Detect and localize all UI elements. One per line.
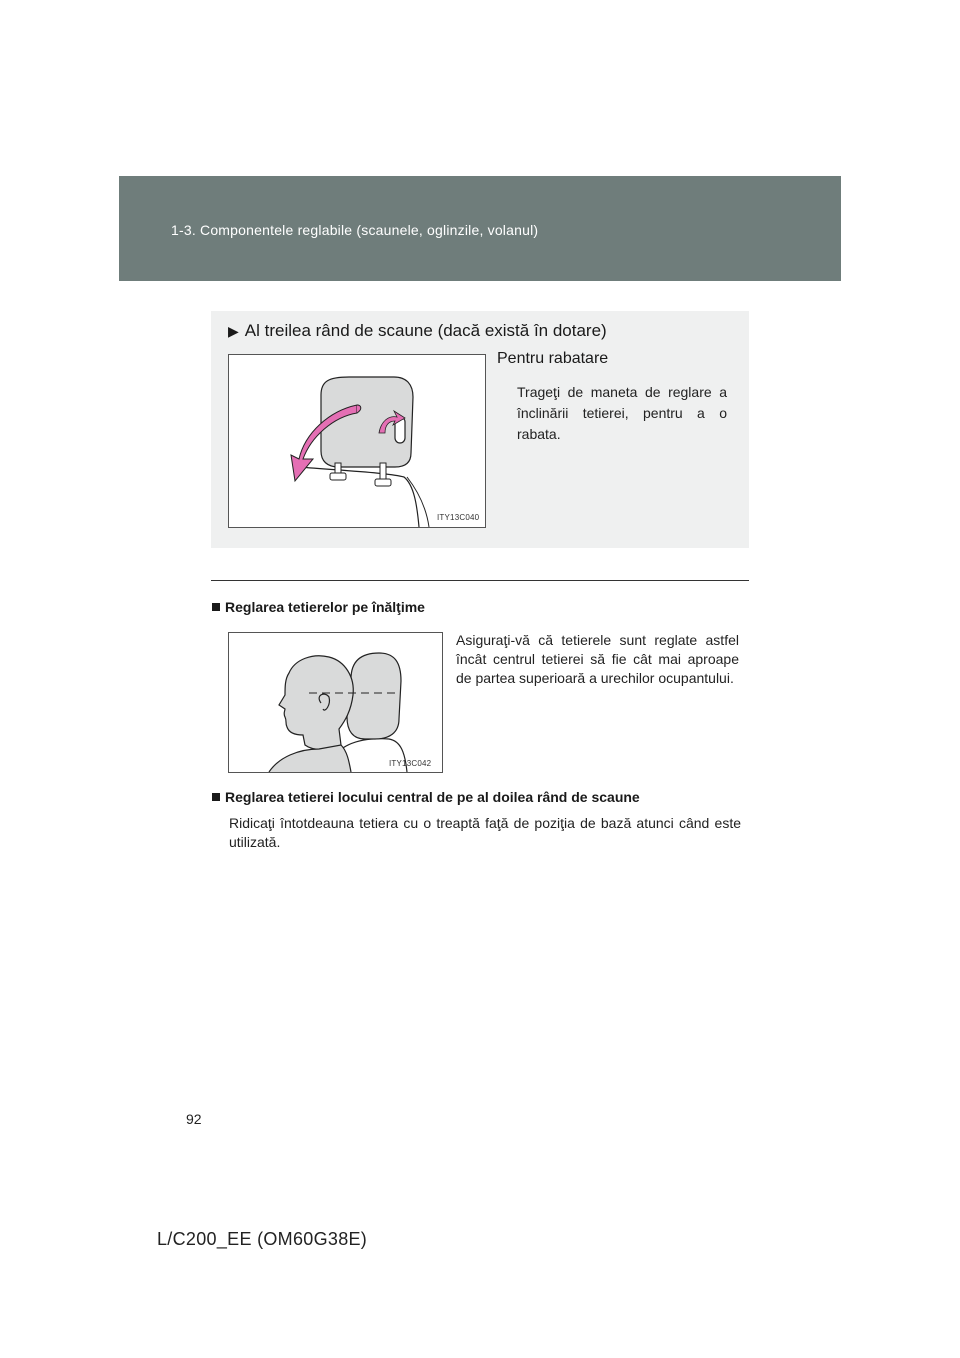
square-bullet-icon xyxy=(212,793,220,801)
triangle-bullet-icon: ▶ xyxy=(228,323,239,339)
height-adjust-title-text: Reglarea tetierelor pe înălţime xyxy=(225,599,425,615)
third-row-heading xyxy=(228,321,607,341)
headrest-fold-illustration xyxy=(228,354,486,528)
height-adjust-text: Asiguraţi-vă că tetierele sunt reglate astfel încât centrul tetierei să fie cât mai aproape de partea superioară a urechilor ocupantului. xyxy=(456,632,739,686)
headrest-fold-drawing xyxy=(229,355,485,527)
document-code: L/C200_EE (OM60G38E) xyxy=(157,1229,368,1249)
chapter-header-band xyxy=(119,176,841,281)
illustration-code-1: ITY13C040 xyxy=(437,513,480,522)
section-divider xyxy=(211,580,749,581)
chapter-title: 1-3. Componentele reglabile (scaunele, oglinzile, volanul) xyxy=(171,222,539,238)
page-number: 92 xyxy=(186,1111,202,1127)
illustration-code-2: ITY13C042 xyxy=(389,759,432,768)
square-bullet-icon xyxy=(212,603,220,611)
center-seat-title-text: Reglarea tetierei locului central de pe al doilea rând de scaune xyxy=(225,789,640,805)
fold-sub-heading: Pentru rabatare xyxy=(497,350,609,367)
height-adjust-title xyxy=(212,599,425,615)
third-row-info-box xyxy=(211,311,749,548)
center-seat-text: Ridicaţi întotdeauna tetiera cu o treaptă faţă de poziţia de bază atunci când este utilizată. xyxy=(229,815,741,850)
fold-instructions: Trageţi de maneta de reglare a înclinării tetierei, pentru a o rabata. xyxy=(517,384,727,442)
head-position-drawing xyxy=(229,633,442,772)
headrest-height-illustration xyxy=(228,632,443,773)
center-seat-title xyxy=(212,789,640,805)
third-row-heading-text: Al treilea rând de scaune (dacă există în dotare) xyxy=(244,321,607,340)
